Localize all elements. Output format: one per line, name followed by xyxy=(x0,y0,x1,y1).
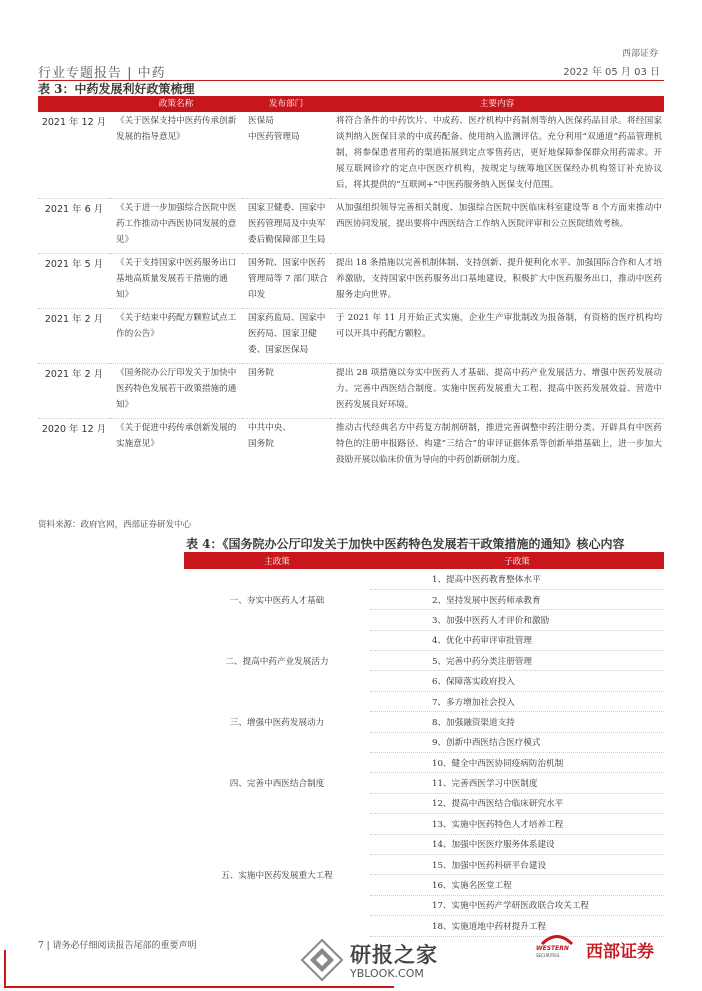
table-row xyxy=(38,112,664,199)
table3-caption: 表 3：中药发展利好政策梳理 xyxy=(38,82,195,96)
policy-date: 2021 年 6 月 xyxy=(38,199,110,254)
sub-policy: 13、实施中医药特色人才培养工程 xyxy=(370,814,664,834)
table4-header-row xyxy=(184,552,664,569)
core-content-table xyxy=(184,552,664,937)
policy-date: 2021 年 2 月 xyxy=(38,309,110,364)
sub-policy: 12、提高中西医结合临床研究水平 xyxy=(370,793,664,813)
footer-corner-line xyxy=(4,950,6,988)
page-number: 7 xyxy=(38,941,44,951)
sub-policy: 3、加强中医药人才评价和激励 xyxy=(370,610,664,630)
sub-policy: 15、加强中医药科研平台建设 xyxy=(370,854,664,874)
main-policy: 五、实施中医药发展重大工程 xyxy=(221,870,333,881)
logo-english: WESTERN xyxy=(536,945,569,952)
table3-header-date xyxy=(38,96,110,112)
data-source: 资料来源：政府官网，西部证券研发中心 xyxy=(38,520,192,530)
policy-content: 提出 18 条措施以完善机制体制、支持创新、提升便利化水平、加强国际合作和人才培养激励，支持国家中医药服务出口基地建设，积极扩大中医药服务出口，推动中医药服务走向世界。 xyxy=(330,254,664,309)
table-row xyxy=(184,753,664,773)
policy-content: 于 2021 年 11 月开始正式实施，企业生产审批制改为报备制，有资格的医疗机构均可以开具中药配方颗粒。 xyxy=(330,309,664,364)
policy-name: 《关于结束中药配方颗粒试点工作的公告》 xyxy=(110,309,242,364)
sub-policy: 18、实施道地中药材提升工程 xyxy=(370,916,664,936)
sub-policy: 7、多方增加社会投入 xyxy=(370,691,664,711)
policy-dept: 国务院 xyxy=(242,364,330,419)
footer-divider: | xyxy=(46,941,53,951)
policy-date: 2021 年 2 月 xyxy=(38,364,110,419)
policy-name: 《关于促进中药传承创新发展的实施意见》 xyxy=(116,423,237,449)
sub-policy: 9、创新中西医结合医疗模式 xyxy=(370,732,664,752)
table-row xyxy=(184,814,664,834)
logo-english-sub: SECURITIES xyxy=(536,953,560,958)
header-company: 西部证券 xyxy=(621,49,658,59)
watermark-url: YBLOOK.COM xyxy=(350,967,424,980)
policy-name: 《关于医保支持中医药传承创新发展的指导意见》 xyxy=(110,112,242,199)
sub-policy: 1、提高中医药教育整体水平 xyxy=(370,569,664,589)
table-row xyxy=(38,199,664,254)
report-category: 行业专题报告 | 中药 xyxy=(38,66,166,81)
policy-date: 2021 年 12 月 xyxy=(38,112,110,199)
table-row xyxy=(184,569,664,589)
policy-content: 从加强组织领导完善相关制度、加强综合医院中医临床科室建设等 8 个方面来推动中西医协同发展，提出要将中西医结合工作纳入医院评审和公立医院绩效考核。 xyxy=(330,199,664,254)
table-row xyxy=(38,309,664,364)
policy-dept: 中共中央、 国务院 xyxy=(248,423,291,449)
policy-content: 提出 28 项措施以夯实中医药人才基础、提高中药产业发展活力、增强中医药发展动力、完善中西医结合制度、实施中医药发展重大工程、提高中医药发展效益、营造中医药发展良好环境。 xyxy=(330,364,664,419)
policy-dept: 国家药监局、国家中医药局、国家卫健委、国家医保局 xyxy=(242,309,330,364)
watermark xyxy=(300,936,440,988)
policy-date: 2020 年 12 月 xyxy=(41,424,107,435)
policy-content: 推动古代经典名方中药复方制剂研制，推进完善调整中药注册分类、开辟具有中医药特色的注册申报路径、构建“三结合”的审评证据体系等创新举措基础上，进一步加大鼓励开展以临床价值为导向的中药创新研制力度。 xyxy=(336,423,662,465)
table3-header-content: 主要内容 xyxy=(330,96,664,112)
table3-header-name: 政策名称 xyxy=(110,96,242,112)
main-policy: 四、完善中西医结合制度 xyxy=(229,779,325,790)
main-policy: 一、夯实中医药人才基础 xyxy=(229,595,325,606)
watermark-logo-icon xyxy=(300,938,344,982)
report-date: 2022 年 05 月 03 日 xyxy=(563,67,660,78)
policy-date: 2021 年 5 月 xyxy=(38,254,110,309)
table4-caption: 表 4：《国务院办公厅印发关于加快中医药特色发展若干政策措施的通知》核心内容 xyxy=(186,537,625,551)
watermark-title: 研报之家 xyxy=(350,943,438,967)
policy-dept: 国家卫健委、国家中医药管理局及中央军委后勤保障部卫生局 xyxy=(242,199,330,254)
sub-policy: 5、完善中药分类注册管理 xyxy=(370,651,664,671)
sub-policy: 2、坚持发展中医药师承教育 xyxy=(370,589,664,609)
sub-policy: 10、健全中西医协同疫病防治机制 xyxy=(370,753,664,773)
sub-policy: 4、优化中药审评审批管理 xyxy=(370,630,664,650)
company-logo xyxy=(530,933,670,963)
table-row xyxy=(38,254,664,309)
logo-arc-icon xyxy=(540,933,574,945)
policy-dept: 医保局 中医药管理局 xyxy=(242,112,330,199)
table3-header-row xyxy=(38,96,664,112)
footer-statement xyxy=(38,938,197,951)
table-row xyxy=(38,419,664,474)
policy-content: 将符合条件的中药饮片、中成药、医疗机构中药制剂等纳入医保药品目录。将经国家谈判纳入医保目录的中成药配备、使用纳入监测评估。充分利用“双通道”药品管理机制，将参保患者用药的渠道拓展到定点零售药店，更好地保障参保群众用药需求。开展互联网诊疗的定点中医医疗机构，按规定与统筹地区医保经办机构签订补充协议后，将其提供的“互联网+”中医药服务纳入医保支付范围。 xyxy=(330,112,664,199)
policy-name: 《关于进一步加强综合医院中医药工作推动中西医协同发展的意见》 xyxy=(110,199,242,254)
sub-policy: 17、实施中医药产学研医政联合攻关工程 xyxy=(370,895,664,915)
policy-table xyxy=(38,96,664,473)
policy-name: 《关于支持国家中医药服务出口基地高质量发展若干措施的通知》 xyxy=(110,254,242,309)
main-policy: 二、提高中药产业发展活力 xyxy=(225,656,329,667)
table-row xyxy=(184,691,664,711)
table3-header-dept: 发布部门 xyxy=(242,96,330,112)
policy-name: 《国务院办公厅印发关于加快中医药特色发展若干政策措施的通知》 xyxy=(110,364,242,419)
disclaimer-link[interactable]: 请务必仔细阅读报告尾部的重要声明 xyxy=(52,941,197,951)
main-policy: 三、增强中医药发展动力 xyxy=(229,717,325,728)
sub-policy: 14、加强中医医疗服务体系建设 xyxy=(370,834,664,854)
table-row xyxy=(184,630,664,650)
sub-policy: 16、实施名医堂工程 xyxy=(370,875,664,895)
table4-header-sub: 子政策 xyxy=(370,552,664,569)
sub-policy: 6、保障落实政府投入 xyxy=(370,671,664,691)
sub-policy: 8、加强融资渠道支持 xyxy=(370,712,664,732)
sub-policy: 11、完善西医学习中医制度 xyxy=(370,773,664,793)
table4-header-main: 主政策 xyxy=(184,552,370,569)
policy-dept: 国务院、国家中医药管理局等 7 部门联合印发 xyxy=(242,254,330,309)
logo-chinese: 西部证券 xyxy=(586,942,654,962)
table-row xyxy=(38,364,664,419)
